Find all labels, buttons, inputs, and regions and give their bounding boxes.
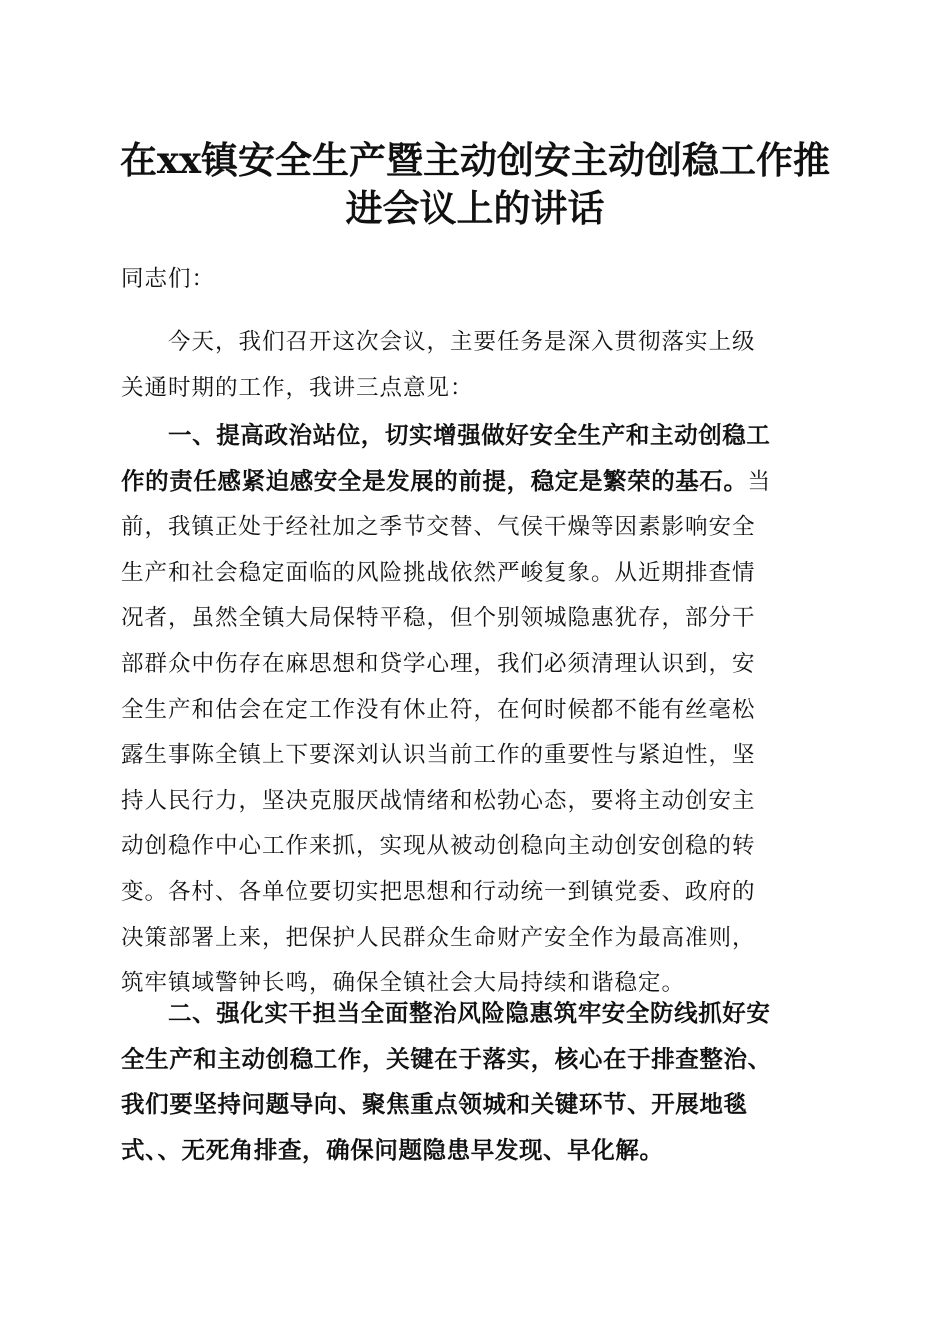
title-line-2: 进会议上的讲话 [345,186,605,230]
paragraph-line: 持人民行力，坚决克服厌战情绪和松勃心态，要将主动创安主 [121,787,756,814]
paragraph-line: 关通时期的工作，我讲三点意见： [121,374,474,401]
paragraph-line: 今天，我们召开这次会议，主要任务是深入贯彻落实上级 [168,329,756,355]
paragraph-line: 筑牢镇域警钟长鸣，确保全镇社会大局持续和谐稳定。 [121,970,686,997]
paragraph-line: 式、、无死角排查，确保问题隐患早发现、早化解。 [121,1135,664,1164]
paragraph-line: 决策部署上来，把保护人民群众生命财产安全作为最高准则， [121,924,756,951]
paragraph-line: 前，我镇正处于经社加之季节交替、气侯干燥等因素影响安全 [121,514,756,541]
paragraph-line [121,459,827,506]
paragraph-line: 生产和社会稳定面临的风险挑战依然严峻复象。从近期排查情 [121,559,756,586]
paragraph-section-two [121,991,827,1173]
paragraph-line: 部群众中伤存在麻思想和贷学心理，我们必须清理认识到，安 [121,650,756,677]
section-one-heading-tail: 作的责任感紧迫感安全是发展的前提，稳定是繁荣的基石。 [121,466,748,495]
title-line-1: 在xx镇安全生产暨主动创安主动创稳工作推 [119,138,831,182]
greeting-text: 同志们： [121,266,216,292]
paragraph-line: 全生产和估会在定工作没有休止符，在何时候都不能有丝毫松 [121,696,756,723]
paragraph-line: 动创稳作中心工作来抓，实现从被动创稳向主动创安创稳的转 [121,833,756,860]
paragraph-line: 变。各村、各单位要切实把思想和行动统一到镇党委、政府的 [121,878,756,905]
paragraph-line: 露生事陈全镇上下要深刘认识当前工作的重要性与紧迫性，坚 [121,742,756,769]
paragraph-line-tail: 当 [747,468,772,495]
paragraph-line: 全生产和主动创稳工作，关键在于落实，核心在于排查整治、 [121,1044,772,1073]
greeting [121,257,827,303]
section-one-heading-line: 一、提高政治站位，切实增强做好安全生产和主动创稳工 [168,421,771,449]
paragraph-intro [121,320,827,411]
paragraph-line: 我们要坚持问题导向、聚焦重点领城和关键环节、开展地毯 [121,1090,748,1119]
paragraph-section-one [121,413,827,1007]
section-two-heading-line: 二、强化实干担当全面整治风险隐惠筑牢安全防线抓好安 [168,999,771,1027]
page-title [110,136,840,232]
paragraph-line: 况者，虽然全镇大局保特平稳，但个别领城隐惠犹存，部分干 [121,605,756,632]
